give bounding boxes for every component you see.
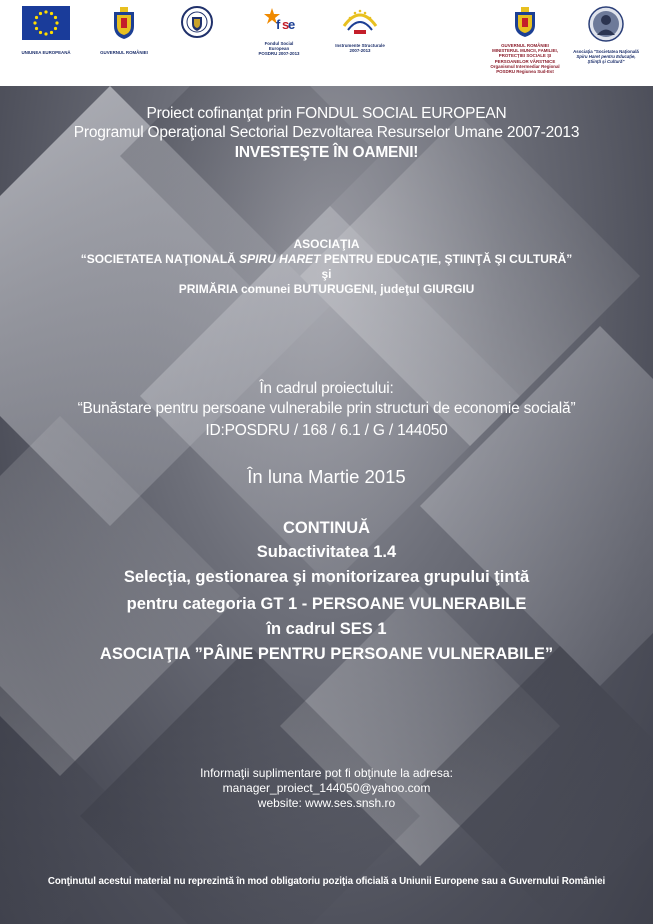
ministry-labour-caption-3: PROTECŢIEI SOCIALE ŞI xyxy=(498,53,552,59)
fse-caption-2: POSDRU 2007-2013 xyxy=(258,51,300,57)
contact-email[interactable]: manager_proiect_144050@yahoo.com xyxy=(222,781,431,795)
partner-line-3: şi xyxy=(321,267,332,281)
project-line-1: În cadrul proiectului: xyxy=(259,380,394,397)
spiru-caption-1: Asociaţia "Societatea Naţională xyxy=(573,49,639,54)
project-line-2: “Bunăstare pentru persoane vulnerabile prin structuri de economie socială” xyxy=(77,400,576,417)
instrumente-caption-2: 2007-2013 xyxy=(349,48,371,54)
eu-flag-icon xyxy=(22,6,70,40)
ministry-labour-caption-1: GUVERNUL ROMÂNIEI xyxy=(501,43,549,48)
ro-gov-logo xyxy=(100,6,148,55)
spiru-haret-logo xyxy=(570,6,642,65)
activity-line-3: Selecţia, gestionarea şi monitorizarea grupului ţintă xyxy=(123,568,530,586)
spiru-caption-2: Spiru Haret pentru Educaţie, xyxy=(576,54,636,60)
fse-logo xyxy=(254,6,304,57)
crest-icon xyxy=(112,6,136,40)
seal-icon xyxy=(181,6,213,38)
fse-icon xyxy=(262,6,296,36)
ministry-labour-logo xyxy=(486,6,564,74)
activity-line-2: Subactivitatea 1.4 xyxy=(256,543,397,561)
partner-line-2 xyxy=(0,252,653,267)
instrumente-logo xyxy=(330,6,390,53)
disclaimer-footer: Conţinutul acestui material nu reprezintă în mod obligatoriu poziţia oficială a Uniunii Europene sau a Guvernului României xyxy=(47,876,606,887)
activity-line-5: în cadrul SES 1 xyxy=(266,620,387,638)
contact-line-1: Informaţii suplimentare pot fi obţinute la adresa: xyxy=(200,766,453,780)
ministry-labour-caption-5: Organismul Intermediar Regional xyxy=(490,63,560,69)
ministry-seal-logo xyxy=(180,6,214,43)
intro-line-1: Proiect cofinanţat prin FONDUL SOCIAL EUROPEAN xyxy=(146,105,507,122)
activity-line-1: CONTINUĂ xyxy=(282,519,371,537)
logo-header xyxy=(0,0,653,86)
ministry-labour-caption-6: POSDRU Regiunea Sud-Est xyxy=(496,69,554,75)
partner-line-2b: SPIRU HARET xyxy=(239,252,321,266)
eu-logo xyxy=(20,6,72,55)
partner-line-2c: PENTRU EDUCAŢIE, ŞTIINŢĂ ŞI CULTURĂ” xyxy=(320,252,573,266)
partner-line-4: PRIMĂRIA comunei BUTURUGENI, judeţul GIURGIU xyxy=(178,282,475,296)
intro-line-3: INVESTEŞTE ÎN OAMENI! xyxy=(234,144,419,161)
eu-caption: UNIUNEA EUROPEANĂ xyxy=(21,50,71,55)
svg-text:s: s xyxy=(282,17,290,32)
partner-line-2a: “SOCIETATEA NAŢIONALĂ xyxy=(80,252,240,266)
ro-gov-caption: GUVERNUL ROMÂNIEI xyxy=(100,50,148,55)
fse-caption-1: Fondul Social European xyxy=(264,41,294,52)
project-line-3: ID:POSDRU / 168 / 6.1 / G / 144050 xyxy=(205,422,448,439)
contact-website[interactable]: website: www.ses.snsh.ro xyxy=(257,796,396,810)
instrumente-icon xyxy=(340,6,380,38)
intro-line-2: Programul Operaţional Sectorial Dezvoltarea Resurselor Umane 2007-2013 xyxy=(73,124,580,141)
svg-text:f: f xyxy=(276,17,281,32)
ministry-labour-caption-4: PERSOANELOR VÂRSTNICE xyxy=(494,58,556,64)
spiru-caption-3: Ştiinţă şi Cultură" xyxy=(587,59,625,65)
date-line: În luna Martie 2015 xyxy=(247,466,406,487)
portrait-icon xyxy=(588,6,624,42)
activity-line-4: pentru categoria GT 1 - PERSOANE VULNERABILE xyxy=(126,595,527,613)
partner-line-1: ASOCIAŢIA xyxy=(293,237,360,251)
svg-text:e: e xyxy=(288,17,296,32)
activity-line-6: ASOCIAŢIA ”PÂINE PENTRU PERSOANE VULNERABILE” xyxy=(99,645,554,663)
instrumente-caption-1: Instrumente Structurale xyxy=(335,43,385,48)
crest-icon xyxy=(513,6,537,38)
ministry-labour-caption-2: MINISTERUL MUNCII, FAMILIEI, xyxy=(492,48,558,54)
